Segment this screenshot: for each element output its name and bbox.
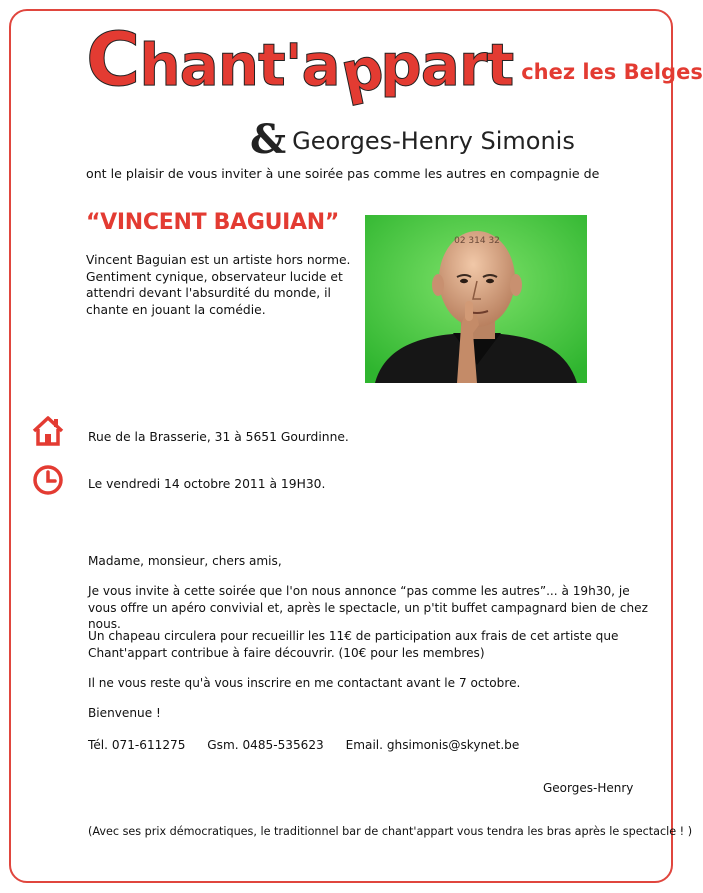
ampersand: & xyxy=(250,116,287,163)
event-address: Rue de la Brasserie, 31 à 5651 Gourdinne. xyxy=(88,430,349,444)
letter-greeting: Madame, monsieur, chers amis, xyxy=(88,554,282,568)
logo-subtitle: chez les Belges xyxy=(521,60,703,84)
event-date: Le vendredi 14 octobre 2011 à 19H30. xyxy=(88,477,326,491)
home-icon xyxy=(31,414,65,448)
artist-title: “VINCENT BAGUIAN” xyxy=(86,210,340,235)
host-line xyxy=(250,118,575,162)
forehead-numbers: 02 314 32 xyxy=(454,236,500,246)
letter-welcome: Bienvenue ! xyxy=(88,706,161,720)
contact-email: Email. ghsimonis@skynet.be xyxy=(345,738,520,752)
contact-phone: Tél. 071-611275 xyxy=(88,738,186,752)
chantappart-logo: Chant'appart chez les Belges xyxy=(86,17,703,109)
artist-photo xyxy=(365,215,587,383)
artist-bio: Vincent Baguian est un artiste hors norme. Gentiment cynique, observateur lucide et attendri devant l'absurdité du monde, il chante en jouant la comédie. xyxy=(86,253,351,317)
letter-paragraph-2: Un chapeau circulera pour recueillir les 11€ de participation aux frais de cet artiste que Chant'appart contribue à faire découvrir. (10€ pour les membres) xyxy=(88,629,619,660)
contact-line xyxy=(88,738,537,752)
contact-gsm: Gsm. 0485-535623 xyxy=(207,738,324,752)
artist-portrait-illustration xyxy=(365,215,587,383)
host-name: Georges-Henry Simonis xyxy=(292,127,575,155)
letter-paragraph-3: Il ne vous reste qu'à vous inscrire en me contactant avant le 7 octobre. xyxy=(88,676,521,690)
clock-icon xyxy=(31,463,65,497)
signature: Georges-Henry xyxy=(543,781,634,795)
footnote: (Avec ses prix démocratiques, le traditionnel bar de chant'appart vous tendra les bras après le spectacle ! ) xyxy=(88,825,693,838)
letter-paragraph-1: Je vous invite à cette soirée que l'on nous annonce “pas comme les autres”... à 19h30, je vous offre un apéro convivial et, après le spectacle, un p'tit buffet campagnard bien de chez nous. xyxy=(88,584,648,631)
invite-line: ont le plaisir de vous inviter à une soirée pas comme les autres en compagnie de xyxy=(86,166,600,181)
